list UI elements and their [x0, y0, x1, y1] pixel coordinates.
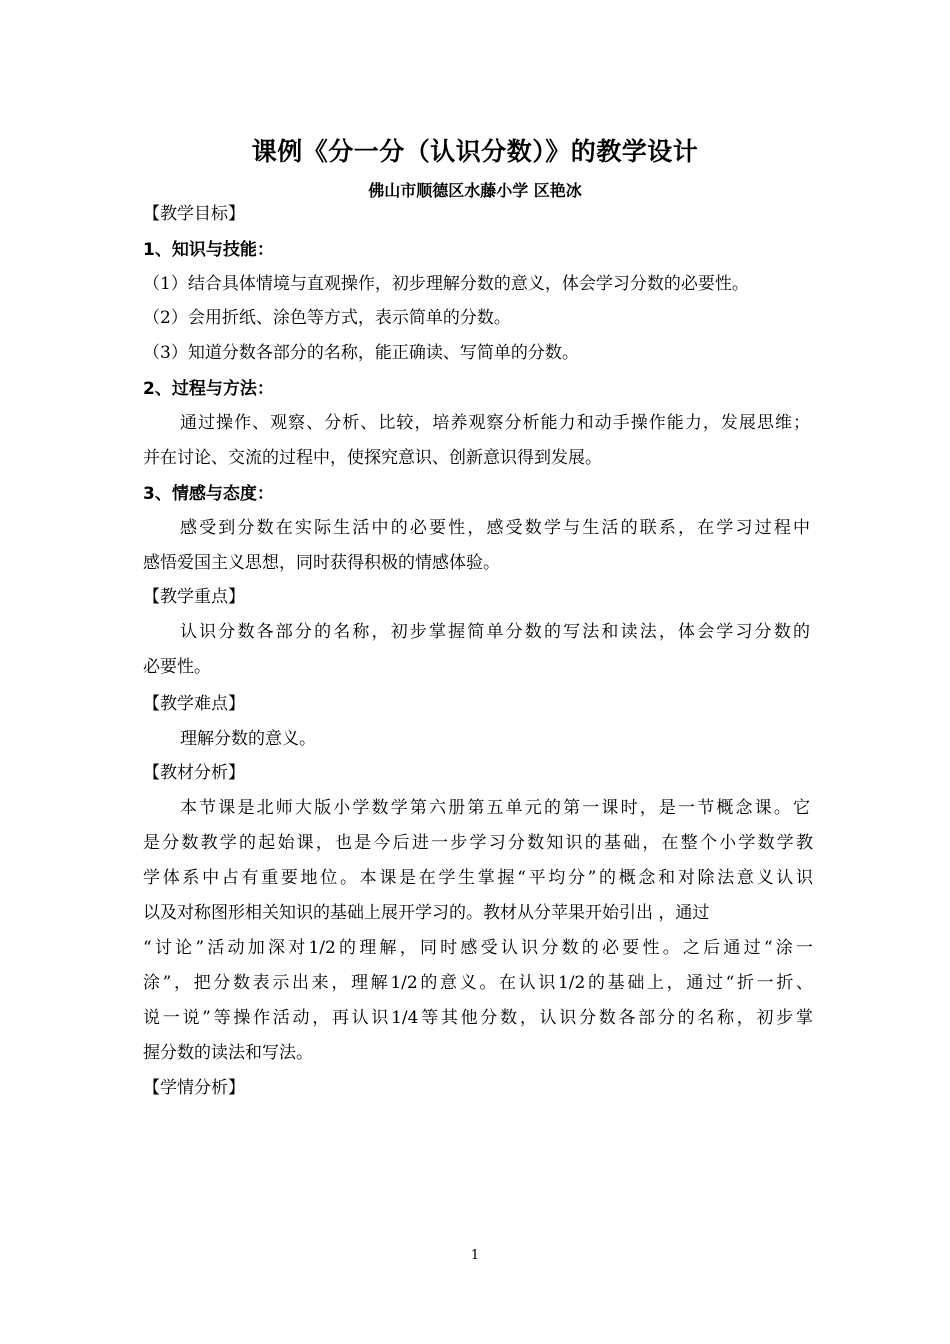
material-paragraph-line-1: 本节课是北师大版小学数学第六册第五单元的第一课时，是一节概念课。它: [180, 798, 810, 818]
focus-paragraph-line-1: 认识分数各部分的名称，初步掌握简单分数的写法和读法，体会学习分数的: [180, 622, 810, 642]
material-paragraph-line-7: 说一说”等操作活动，再认识1/4等其他分数，认识分数各部分的名称，初步掌: [143, 1008, 813, 1028]
material-paragraph-line-8: 握分数的读法和写法。: [143, 1043, 313, 1063]
goal-item-2: （2）会用折纸、涂色等方式，表示简单的分数。: [143, 308, 511, 328]
subheading-emotion-attitude: 3、情感与态度：: [143, 484, 274, 504]
material-paragraph-line-3: 学体系中占有重要地位。本课是在学生掌握“平均分”的概念和对除法意义认识: [143, 868, 813, 888]
emotion-paragraph-line-2: 感悟爱国主义思想，同时获得积极的情感体验。: [143, 553, 500, 573]
section-heading-goals: 【教学目标】: [143, 204, 245, 224]
emotion-paragraph-line-1: 感受到分数在实际生活中的必要性，感受数学与生活的联系，在学习过程中: [180, 518, 810, 538]
subheading-knowledge-skills: 1、知识与技能：: [143, 240, 274, 260]
process-paragraph-line-2: 并在讨论、交流的过程中，使探究意识、创新意识得到发展。: [143, 448, 602, 468]
process-paragraph-line-1: 通过操作、观察、分析、比较，培养观察分析能力和动手操作能力，发展思维；: [180, 413, 810, 433]
material-paragraph-line-2: 是分数教学的起始课，也是今后进一步学习分数知识的基础，在整个小学数学教: [143, 833, 813, 853]
material-paragraph-line-5: “讨论”活动加深对1/2的理解，同时感受认识分数的必要性。之后通过“涂一: [143, 938, 813, 958]
section-heading-student: 【学情分析】: [143, 1078, 245, 1098]
goal-item-1: （1）结合具体情境与直观操作，初步理解分数的意义，体会学习分数的必要性。: [143, 274, 749, 294]
material-paragraph-line-6: 涂”，把分数表示出来，理解1/2的意义。在认识1/2的基础上，通过“折一折、: [143, 973, 813, 993]
author-line: 佛山市顺德区水藤小学 区艳冰: [368, 181, 582, 200]
section-heading-difficulty: 【教学难点】: [143, 694, 245, 714]
section-heading-material: 【教材分析】: [143, 763, 245, 783]
difficulty-paragraph-line-1: 理解分数的意义。: [180, 729, 316, 749]
goal-item-3: （3）知道分数各部分的名称，能正确读、写简单的分数。: [143, 343, 579, 363]
focus-paragraph-line-2: 必要性。: [143, 657, 211, 677]
document-title: 课例《分一分（认识分数）》的教学设计: [251, 137, 699, 166]
section-heading-focus: 【教学重点】: [143, 587, 245, 607]
page-number: 1: [470, 1248, 480, 1263]
subheading-process-method: 2、过程与方法：: [143, 379, 274, 399]
material-paragraph-line-4: 以及对称图形相关知识的基础上展开学习的。教材从分苹果开始引出 ，通过: [143, 903, 710, 923]
